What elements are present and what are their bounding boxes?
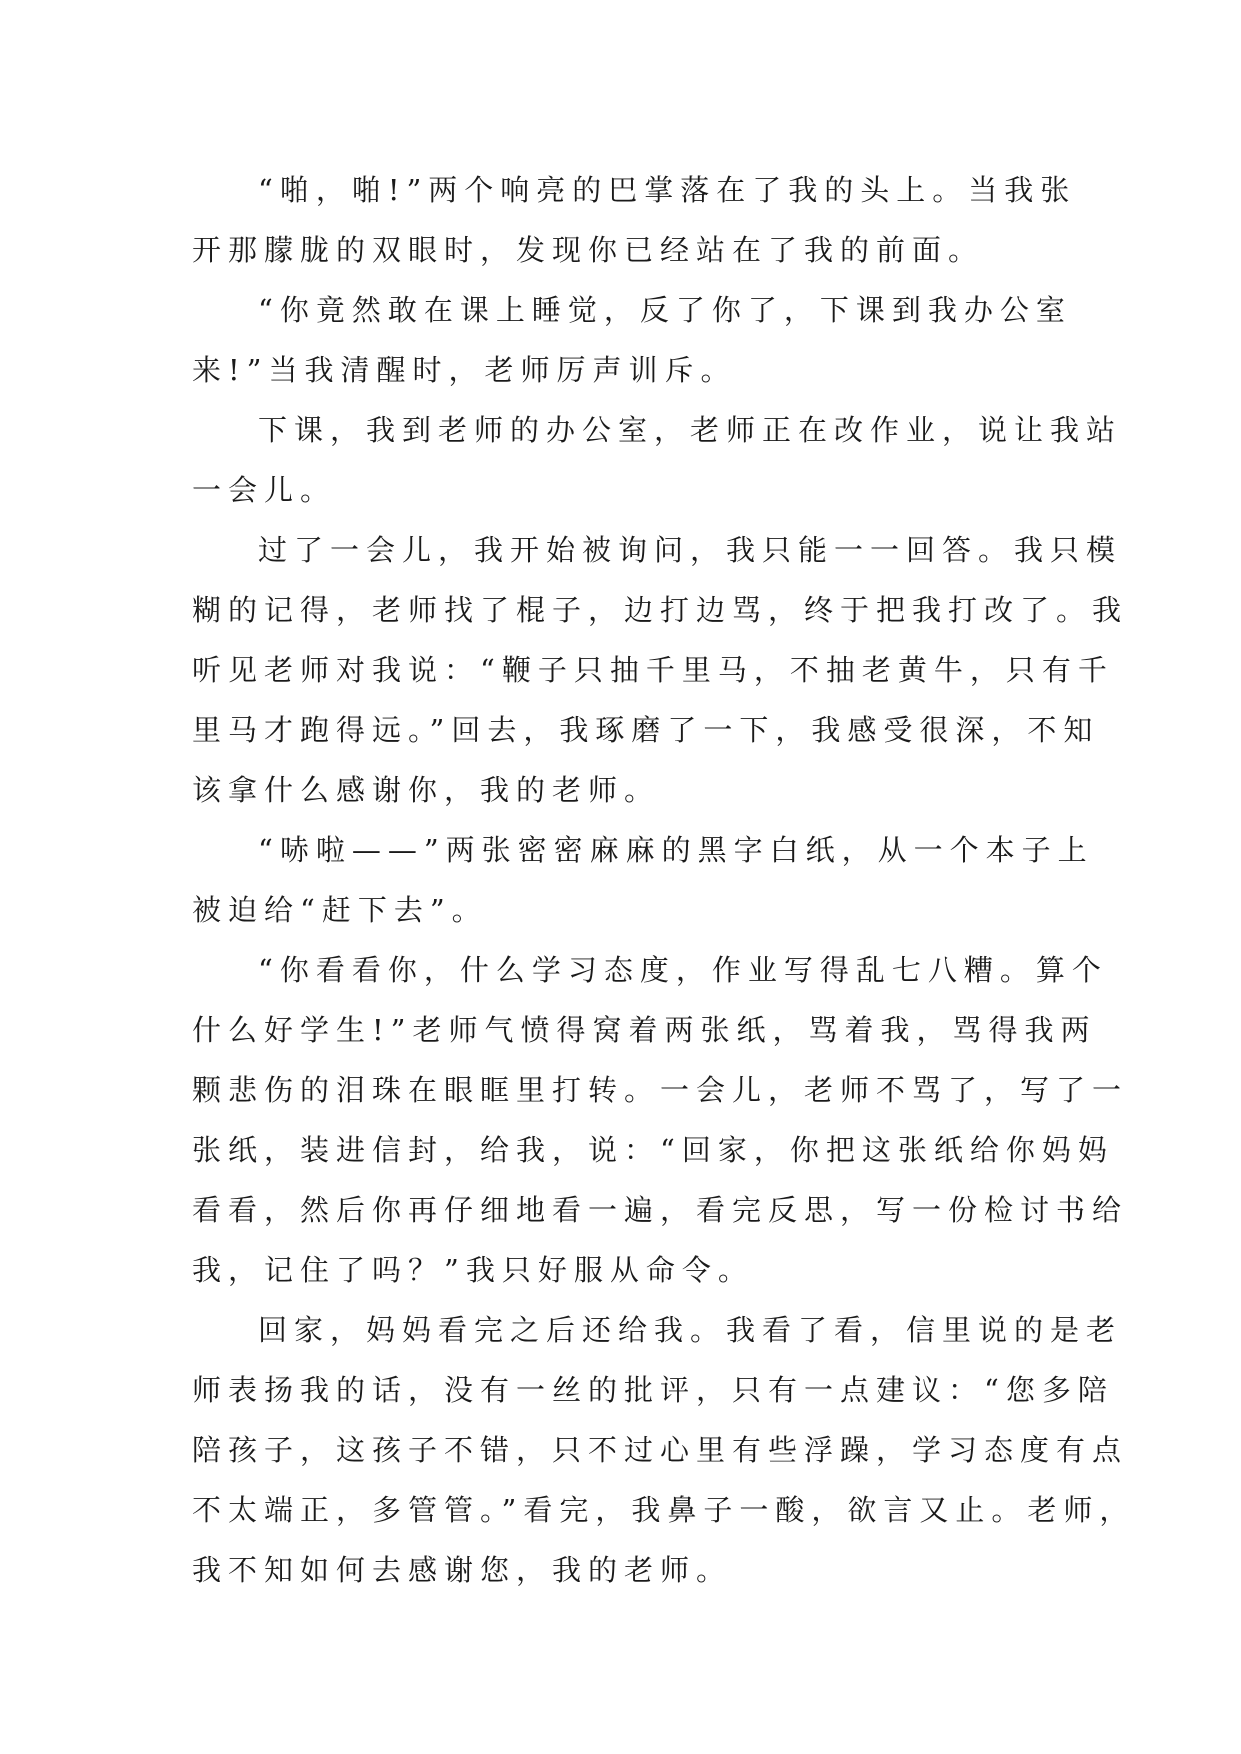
text-line: 开那朦胧的双眼时，发现你已经站在了我的前面。 [192, 233, 985, 267]
text-line: 该拿什么感谢你，我的老师。 [192, 773, 661, 807]
text-line: “啪，啪!”两个响亮的巴掌落在了我的头上。当我张 [258, 173, 1077, 207]
paragraph-1 [192, 160, 1077, 280]
text-line: 颗悲伤的泪珠在眼眶里打转。一会儿，老师不骂了，写了一 [192, 1073, 1129, 1107]
text-line: 下课，我到老师的办公室，老师正在改作业，说让我站 [258, 413, 1123, 447]
paragraph-2 [192, 280, 1072, 400]
paragraph-5 [192, 820, 1094, 940]
paragraph-7 [192, 1300, 1136, 1600]
text-line: 来!”当我清醒时，老师厉声训斥。 [192, 353, 737, 387]
text-line: 不太端正，多管管。”看完，我鼻子一酸，欲言又止。老师， [192, 1493, 1136, 1527]
text-line: 被迫给“赶下去”。 [192, 893, 488, 927]
text-line: 看看，然后你再仔细地看一遍，看完反思，写一份检讨书给 [192, 1193, 1129, 1227]
text-line: 里马才跑得远。”回去，我琢磨了一下，我感受很深，不知 [192, 713, 1100, 747]
document-body [192, 160, 1136, 1600]
paragraph-3 [192, 400, 1123, 520]
text-line: 回家，妈妈看完之后还给我。我看了看，信里说的是老 [258, 1313, 1123, 1347]
text-line: 师表扬我的话，没有一丝的批评，只有一点建议：“您多陪 [192, 1373, 1114, 1407]
text-line: 糊的记得，老师找了棍子，边打边骂，终于把我打改了。我 [192, 593, 1129, 627]
text-line: 陪孩子，这孩子不错，只不过心里有些浮躁，学习态度有点 [192, 1433, 1129, 1467]
paragraph-6 [192, 940, 1129, 1300]
text-line: 什么好学生!”老师气愤得窝着两张纸，骂着我，骂得我两 [192, 1013, 1097, 1047]
text-line: “你竟然敢在课上睡觉，反了你了，下课到我办公室 [258, 293, 1072, 327]
text-line: “你看看你，什么学习态度，作业写得乱七八糟。算个 [258, 953, 1108, 987]
text-line: 听见老师对我说：“鞭子只抽千里马，不抽老黄牛，只有千 [192, 653, 1114, 687]
paragraph-4 [192, 520, 1129, 820]
text-line: 一会儿。 [192, 473, 337, 507]
text-line: 我不知如何去感谢您，我的老师。 [192, 1553, 733, 1587]
text-line: 我，记住了吗？”我只好服从命令。 [192, 1253, 754, 1287]
text-line: “哧啦——”两张密密麻麻的黑字白纸，从一个本子上 [258, 833, 1094, 867]
text-line: 张纸，装进信封，给我，说：“回家，你把这张纸给你妈妈 [192, 1133, 1114, 1167]
text-line: 过了一会儿，我开始被询问，我只能一一回答。我只模 [258, 533, 1123, 567]
